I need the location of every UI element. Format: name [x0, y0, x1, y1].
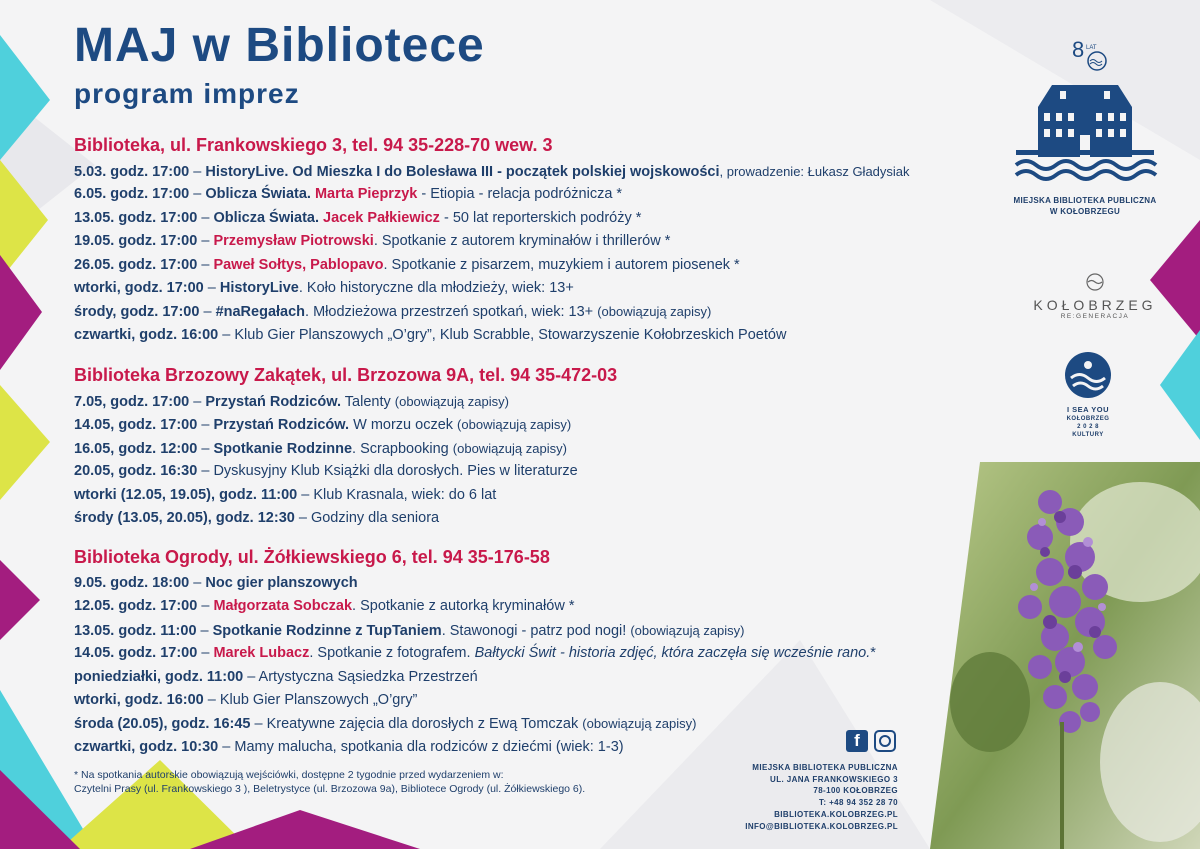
magenta-triangle-2 — [0, 560, 40, 640]
footnote-line: * Na spotkania autorskie obowiązują wejściówki, dostępne 2 tygodnie przed wydarzeniem w: — [74, 769, 504, 781]
section-heading: Biblioteka, ul. Frankowskiego 3, tel. 94 35-228-70 wew. 3 — [74, 135, 553, 155]
email-link[interactable]: INFO@BIBLIOTEKA.KOLOBRZEG.PL — [745, 821, 898, 831]
event-row: 19.05. godz. 17:00 – Przemysław Piotrowski. Spotkanie z autorem kryminałów i thrillerów * — [74, 233, 671, 250]
social-links — [846, 730, 896, 752]
footnote — [74, 768, 714, 796]
event-row: 6.05. godz. 17:00 – Oblicza Świata. Marta Pieprzyk - Etiopia - relacja podróżnicza * — [74, 186, 623, 203]
i-sea-you-logo: I SEA YOU KOŁOBRZEG 2 0 2 8 KULTURY — [1040, 350, 1136, 439]
event-row: środy (13.05, 20.05), godz. 12:30 – Godziny dla seniora — [74, 509, 440, 526]
footnote-line: Czytelni Prasy (ul. Frankowskiego 3 ), Beletrystyce (ul. Brzozowa 9a), Bibliotece Ogrody (ul. Żółkiewskiego 6). — [74, 783, 586, 795]
event-row: 16.05, godz. 12:00 – Spotkanie Rodzinne. Scrapbooking (obowiązują zapisy) — [74, 440, 567, 457]
facebook-icon[interactable]: f — [846, 730, 868, 752]
website-link[interactable]: BIBLIOTEKA.KOLOBRZEG.PL — [774, 809, 898, 819]
event-row: poniedziałki, godz. 11:00 – Artystyczna Sąsiedzka Przestrzeń — [74, 668, 478, 685]
event-row: 5.03. godz. 17:00 – HistoryLive. Od Mieszka I do Bolesława III - początek polskiej wojskowości, prowadzenie: Łukasz Gładysiak — [74, 164, 910, 180]
svg-text:LAT: LAT — [1086, 45, 1097, 51]
event-row: 12.05. godz. 17:00 – Małgorzata Sobczak. Spotkanie z autorką kryminałów * — [74, 598, 575, 615]
library-logo: 8 LAT MIEJSKA BIBLIOTEKA PUBLICZNA W KOŁOBRZEGU — [1010, 35, 1160, 217]
event-row: 9.05. godz. 18:00 – Noc gier planszowych — [74, 575, 358, 591]
instagram-icon[interactable] — [874, 730, 896, 752]
cyan-right — [1160, 330, 1200, 440]
wave-icon — [1083, 272, 1107, 292]
page-title: MAJ w Bibliotece — [74, 19, 485, 72]
event-row: czwartki, godz. 10:30 – Mamy malucha, spotkania dla rodziców z dziećmi (wiek: 1-3) — [74, 738, 624, 755]
contact-line: UL. JANA FRANKOWSKIEGO 3 — [770, 774, 898, 784]
contact-line: 78-100 KOŁOBRZEG — [813, 786, 898, 796]
section-heading: Biblioteka Brzozowy Zakątek, ul. Brzozowa 9A, tel. 94 35-472-03 — [74, 365, 618, 385]
event-row: wtorki, godz. 16:00 – Klub Gier Planszowych „O’gry” — [74, 691, 418, 708]
magenta-triangle — [0, 255, 42, 370]
contact-block — [700, 762, 898, 832]
section-brzozowy-zakatek — [74, 363, 994, 530]
event-row: 20.05, godz. 16:30 – Dyskusyjny Klub Książki dla dorosłych. Pies w literaturze — [74, 463, 578, 480]
page-subtitle: program imprez — [74, 78, 300, 109]
event-row: wtorki (12.05, 19.05), godz. 11:00 – Klub Krasnala, wiek: do 6 lat — [74, 486, 497, 503]
event-row: wtorki, godz. 17:00 – HistoryLive. Koło historyczne dla młodzieży, wiek: 13+ — [74, 279, 574, 296]
event-row: 14.05, godz. 17:00 – Przystań Rodziców. W morzu oczek (obowiązują zapisy) — [74, 417, 572, 434]
lilac-photo — [930, 462, 1200, 849]
kolobrzeg-logo: KOŁOBRZEG RE:GENERACJA — [1020, 272, 1170, 320]
section-ogrody — [74, 545, 994, 759]
i-sea-you-icon — [1063, 350, 1113, 400]
event-row: 26.05. godz. 17:00 – Paweł Sołtys, Pablopavo. Spotkanie z pisarzem, muzykiem i autorem piosenek * — [74, 256, 740, 273]
contact-line: MIEJSKA BIBLIOTEKA PUBLICZNA — [752, 763, 898, 772]
event-row: środy, godz. 17:00 – #naRegałach. Młodzieżowa przestrzeń spotkań, wiek: 13+ (obowiązują zapisy) — [74, 304, 712, 321]
event-row: 13.05. godz. 17:00 – Oblicza Świata. Jacek Pałkiewicz - 50 lat reporterskich podróży * — [74, 209, 642, 226]
contact-line: T: +48 94 352 28 70 — [819, 798, 898, 808]
event-row: czwartki, godz. 16:00 – Klub Gier Planszowych „O’gry”, Klub Scrabble, Stowarzyszenie Kołobrzeskich Poetów — [74, 326, 787, 343]
section-heading: Biblioteka Ogrody, ul. Żółkiewskiego 6, tel. 94 35-176-58 — [74, 547, 550, 567]
library-building-icon — [1010, 35, 1160, 190]
section-frankowskiego — [74, 133, 994, 347]
event-row: 13.05. godz. 11:00 – Spotkanie Rodzinne z TupTaniem. Stawonogi - patrz pod nogi! (obowiązują zapisy) — [74, 622, 745, 639]
event-row: 14.05. godz. 17:00 – Marek Lubacz. Spotkanie z fotografem. Bałtycki Świt - historia zdjęć, która zaczęła się wcześnie rano.* — [74, 645, 876, 662]
svg-text:8: 8 — [1072, 37, 1085, 62]
lime-triangle-2 — [0, 385, 50, 500]
event-row: środa (20.05), godz. 16:45 – Kreatywne zajęcia dla dorosłych z Ewą Tomczak (obowiązują zapisy) — [74, 716, 697, 733]
event-row: 7.05, godz. 17:00 – Przystań Rodziców. Talenty (obowiązują zapisy) — [74, 394, 509, 410]
